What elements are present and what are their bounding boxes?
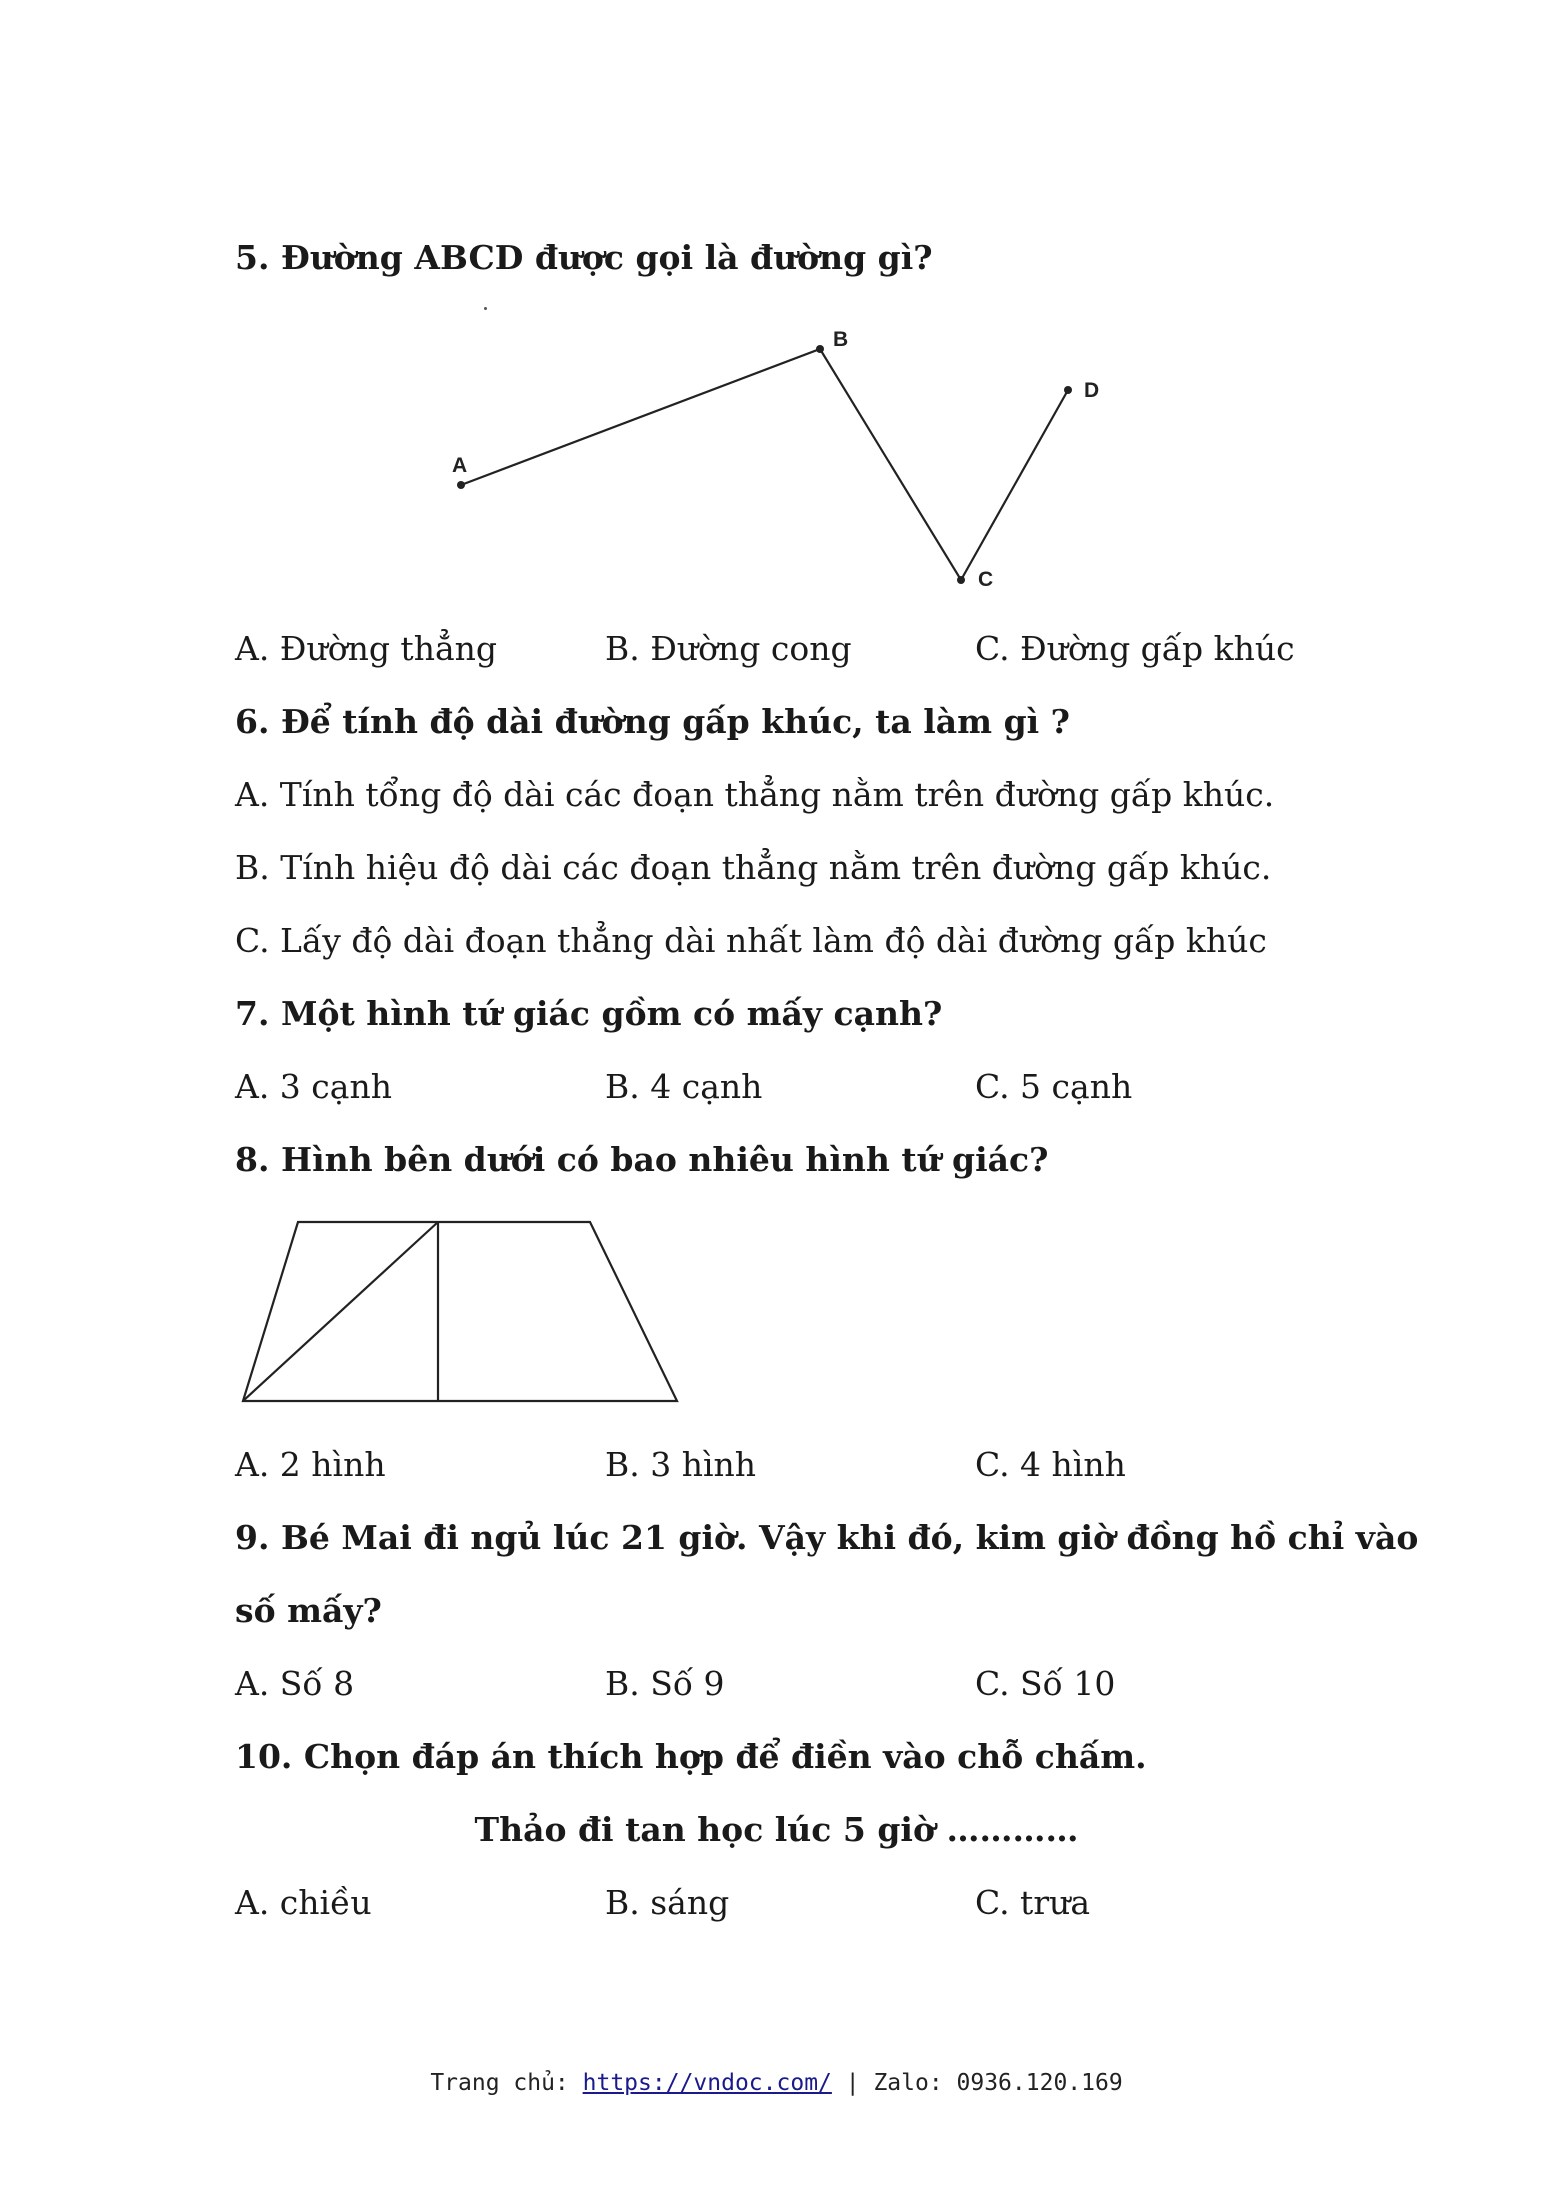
q5-option-b: B. Đường cong	[605, 629, 852, 668]
q6-option-b: B. Tính hiệu độ dài các đoạn thẳng nằm trên đường gấp khúc.	[235, 848, 1272, 887]
q8-option-c: C. 4 hình	[975, 1445, 1126, 1484]
footer-prefix: Trang chủ:	[430, 2070, 583, 2096]
question-6-title: 6. Để tính độ dài đường gấp khúc, ta làm gì ?	[235, 702, 1071, 741]
q10-option-a: A. chiều	[235, 1883, 372, 1922]
q7-option-a: A. 3 cạnh	[235, 1067, 392, 1106]
label-c: C	[978, 568, 994, 591]
question-10-title: 10. Chọn đáp án thích hợp để điền vào chỗ chấm.	[235, 1737, 1147, 1776]
q8-option-b: B. 3 hình	[605, 1445, 757, 1484]
label-a: A	[452, 454, 468, 477]
trapezoid-diagonal-line	[243, 1222, 438, 1401]
q6-option-c: C. Lấy độ dài đoạn thẳng dài nhất làm độ dài đường gấp khúc	[235, 921, 1267, 960]
q7-option-b: B. 4 cạnh	[605, 1067, 763, 1106]
q10-option-c: C. trưa	[975, 1883, 1091, 1922]
question-7-title: 7. Một hình tứ giác gồm có mấy cạnh?	[235, 994, 943, 1033]
q8-option-a: A. 2 hình	[235, 1445, 386, 1484]
page-footer	[0, 2070, 1553, 2096]
question-8-title: 8. Hình bên dưới có bao nhiêu hình tứ giác?	[235, 1140, 1049, 1179]
label-b: B	[833, 328, 849, 351]
question-9-title-line2: số mấy?	[235, 1591, 382, 1630]
q9-option-a: A. Số 8	[235, 1664, 355, 1703]
question-5-title: 5. Đường ABCD được gọi là đường gì?	[235, 238, 933, 277]
footer-zalo: Zalo: 0936.120.169	[873, 2070, 1123, 2096]
footer-separator: |	[831, 2070, 874, 2096]
trapezoid-outline	[243, 1222, 677, 1401]
question-9-title-line1: 9. Bé Mai đi ngủ lúc 21 giờ. Vậy khi đó, kim giờ đồng hồ chỉ vào	[235, 1518, 1419, 1557]
q5-option-c: C. Đường gấp khúc	[975, 629, 1295, 668]
q6-option-a: A. Tính tổng độ dài các đoạn thẳng nằm trên đường gấp khúc.	[235, 775, 1275, 814]
question-10-sentence: Thảo đi tan học lúc 5 giờ …………	[474, 1810, 1079, 1849]
footer-home-link[interactable]: https://vndoc.com/	[582, 2070, 832, 2096]
q10-option-b: B. sáng	[605, 1883, 730, 1922]
q9-option-b: B. Số 9	[605, 1664, 725, 1703]
label-d: D	[1084, 379, 1100, 402]
q5-option-a: A. Đường thẳng	[235, 629, 498, 668]
q7-option-c: C. 5 cạnh	[975, 1067, 1133, 1106]
q9-option-c: C. Số 10	[975, 1664, 1116, 1703]
